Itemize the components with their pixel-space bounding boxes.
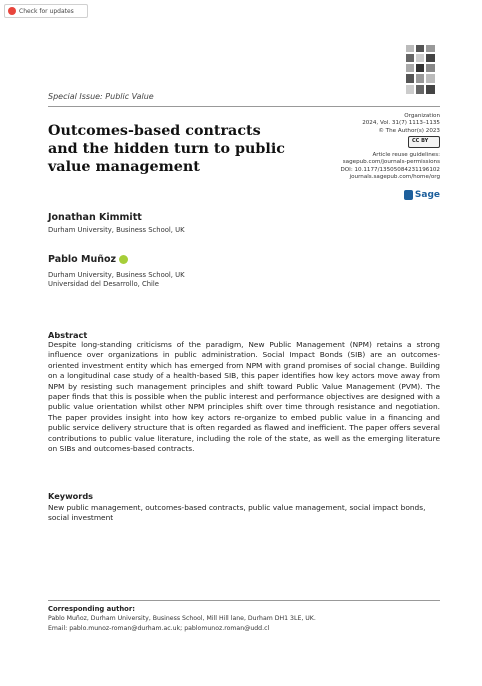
corresponding-author-address: Pablo Muñoz, Durham University, Business School, Mill Hill lane, Durham DH1 3LE, UK. [48,615,316,622]
check-for-updates-label: Check for updates [19,7,74,15]
doi-link[interactable]: DOI: 10.1177/13505084231196102 [340,166,440,173]
author-name-row [48,254,128,265]
reuse-guidelines-label: Article reuse guidelines: [372,152,440,159]
journal-homepage-link[interactable]: journals.sagepub.com/home/org [349,174,440,181]
article-title: Outcomes-based contracts and the hidden turn to public value management [48,123,285,175]
author-affiliation: Universidad del Desarrollo, Chile [48,280,159,288]
journal-logo-graphic [404,42,437,97]
keywords-text: New public management, outcomes-based contracts, public value management, social impact bonds, social investment [48,503,426,523]
author-affiliation: Durham University, Business School, UK [48,226,185,234]
author-name[interactable]: Pablo Muñoz [48,254,117,265]
abstract-text: Despite long-standing criticisms of the paradigm, New Public Management (NPM) retains a strong influence over organizations in public administration. Social Impact Bonds (SIB) are an outcomes-oriented investment entity which has emerged from NPM with grand promises of social change. Building on a longitudinal case study of a health-based SIB, this paper identifies how key actors move away from NPM by resisting such management principles and shift toward Public Value Management (PVM). The paper finds that this is possible when the public interest and performance objectives are designed with a public value orientation whilst other NPM principles shift over time through resistance and negotiation. The paper provides insight into how key actors re-organize to embed public value in a financing and public service delivery structure that is often regarded as flawed and inefficient. The paper offers several contributions to public value literature, including the role of the state, as well as the emerging literature on SIBs and outcomes-based contracts. [48,340,440,454]
journal-metadata [340,113,440,181]
journal-name: Organization [404,113,440,119]
sage-logo [404,190,440,200]
cc-license-icon[interactable] [408,136,440,148]
organization-journal-logo [404,42,437,97]
cc-license-label: CC BY [412,137,429,144]
keywords-heading: Keywords [48,491,94,501]
author-affiliation: Durham University, Business School, UK [48,271,185,279]
check-for-updates-icon [8,7,16,15]
special-issue-label: Special Issue: Public Value [48,92,154,101]
journal-citation: 2024, Vol. 31(7) 1113–1135 [362,120,440,127]
corresponding-author-heading: Corresponding author: [48,605,135,613]
orcid-icon[interactable] [119,255,128,264]
header-divider [48,106,440,107]
sage-icon [404,190,413,200]
journal-copyright: © The Author(s) 2023 [378,127,440,134]
corresponding-author-email[interactable]: Email: pablo.munoz-roman@durham.ac.uk; pablomunoz.roman@udd.cl [48,625,270,632]
author-affiliations [48,271,185,289]
reuse-guidelines-link[interactable]: sagepub.com/journals-permissions [342,159,440,166]
abstract-heading: Abstract [48,330,88,340]
footer-divider [48,600,440,601]
sage-wordmark: Sage [414,190,440,200]
check-for-updates-badge[interactable] [4,4,88,18]
author-name[interactable]: Jonathan Kimmitt [48,212,142,223]
